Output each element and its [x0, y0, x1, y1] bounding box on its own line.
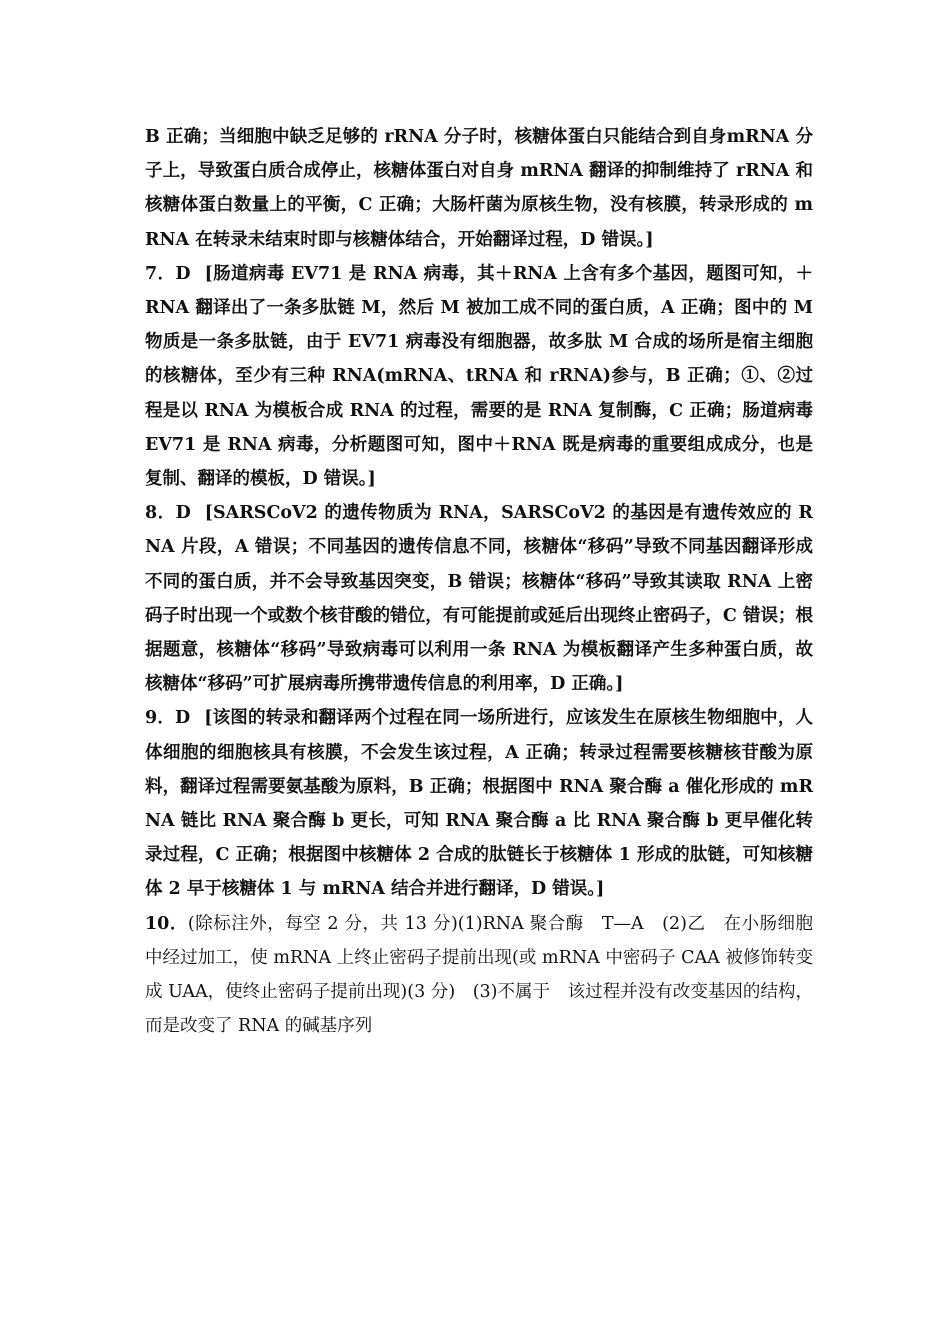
explanation-6-continued — [145, 120, 813, 257]
explanation-6-text: B 正确；当细胞中缺乏足够的 rRNA 分子时，核糖体蛋白只能结合到自身mRNA 分子上，导致蛋白质合成停止，核糖体蛋白对自身 mRNA 翻译的抑制维持了 rRNA 和核糖体蛋白数量上的平衡，C 正确；大肠杆菌为原核生物，没有核膜，转录形成的 mRNA 在转录未结束时即与核糖体结合，开始翻译过程，D 错误。] — [145, 127, 813, 250]
question-number-8: 8． — [145, 503, 176, 524]
question-number-10: 10． — [145, 913, 188, 934]
question-number-7: 7． — [145, 263, 176, 284]
explanation-10 — [145, 907, 813, 1044]
answer-explanations — [145, 120, 813, 1043]
answer-9: D — [175, 708, 191, 729]
explanation-10-text: (除标注外，每空 2 分，共 13 分)(1)RNA 聚合酶 T—A (2)乙 在小肠细胞中经过加工，使 mRNA 上终止密码子提前出现(或 mRNA 中密码子 CAA 被修饰转变成 UAA，使终止密码子提前出现)(3 分) (3)不属于 该过程并没有改变基因的结构，而是改变了 RNA 的碱基序列 — [145, 913, 813, 1037]
explanation-7 — [145, 257, 813, 496]
question-number-9: 9． — [145, 708, 176, 729]
answer-7: D — [175, 263, 191, 284]
explanation-8 — [145, 496, 813, 701]
explanation-7-text: [肠道病毒 EV71 是 RNA 病毒，其＋RNA 上含有多个基因，题图可知，＋RNA 翻译出了一条多肽链 M，然后 M 被加工成不同的蛋白质，A 正确；图中的 M 物质是一条多肽链，由于 EV71 病毒没有细胞器，故多肽 M 合成的场所是宿主细胞的核糖体，至少有三种 RNA(mRNA、tRNA 和 rRNA)参与，B 正确；①、②过程是以 RNA 为模板合成 RNA 的过程，需要的是 RNA 复制酶，C 正确；肠道病毒 EV71 是 RNA 病毒，分析题图可知，图中＋RNA 既是病毒的重要组成成分，也是复制、翻译的模板，D 错误。] — [145, 263, 813, 490]
explanation-9 — [145, 701, 813, 906]
answer-8: D — [175, 503, 191, 524]
explanation-8-text: [SARSCoV2 的遗传物质为 RNA，SARSCoV2 的基因是有遗传效应的 RNA 片段，A 错误；不同基因的遗传信息不同，核糖体“移码”导致不同基因翻译形成不同的蛋白质，并不会导致基因突变，B 错误；核糖体“移码”导致其读取 RNA 上密码子时出现一个或数个核苷酸的错位，有可能提前或延后出现终止密码子，C 错误；根据题意，核糖体“移码”导致病毒可以利用一条 RNA 为模板翻译产生多种蛋白质，故核糖体“移码”可扩展病毒所携带遗传信息的利用率，D 正确。] — [145, 503, 813, 695]
explanation-9-text: [该图的转录和翻译两个过程在同一场所进行，应该发生在原核生物细胞中，人体细胞的细胞核具有核膜，不会发生该过程，A 正确；转录过程需要核糖核苷酸为原料，翻译过程需要氨基酸为原料，B 正确；根据图中 RNA 聚合酶 a 催化形成的 mRNA 链比 RNA 聚合酶 b 更长，可知 RNA 聚合酶 a 比 RNA 聚合酶 b 更早催化转录过程，C 正确；根据图中核糖体 2 合成的肽链长于核糖体 1 形成的肽链，可知核糖体 2 早于核糖体 1 与 mRNA 结合并进行翻译，D 错误。] — [145, 708, 813, 900]
